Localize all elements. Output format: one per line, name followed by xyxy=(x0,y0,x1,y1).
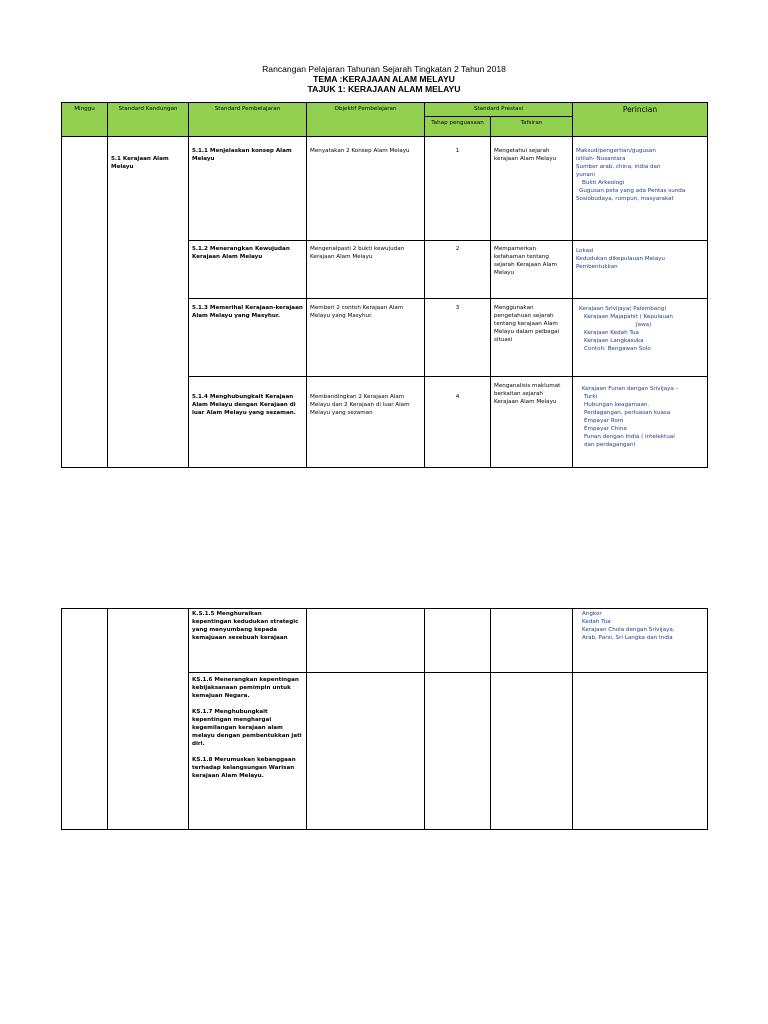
table-row xyxy=(62,609,708,673)
perincian-cell xyxy=(573,609,708,673)
perincian-item: Jawa) xyxy=(636,322,652,328)
sp-paragraph: KS.1.8 Merumuskan kebanggaan terhadap kelangsungan Warisan kerajaan Alam Melayu. xyxy=(192,757,296,779)
lesson-plan-table-continued xyxy=(61,608,708,830)
tafsiran-cell xyxy=(491,609,573,673)
document-title: Rancangan Pelajaran Tahunan Sejarah Tingkatan 2 Tahun 2018 xyxy=(262,64,506,74)
perincian-item: Funan dengan India ( intelektual xyxy=(584,434,675,440)
perincian-item: Pembentukkan xyxy=(576,264,618,270)
perincian-item: Bukti Arkeologi xyxy=(582,180,625,186)
perincian-cell xyxy=(573,673,708,830)
objektif-cell xyxy=(307,377,425,468)
tafsiran-text: Mengetahui sejarah kerajaan Alam Melayu xyxy=(494,148,557,162)
perincian-item: Sosiobudaya, rumpun, masyarakat xyxy=(576,196,674,202)
tafsiran-text: Menganalisis maklumat berkaitan sejarah Kerajaan Alam Melayu xyxy=(494,383,561,405)
tahap-cell xyxy=(425,377,491,468)
objektif-cell xyxy=(307,673,425,830)
tahap-cell xyxy=(425,299,491,377)
perincian-item: Kedah Tua xyxy=(582,619,611,625)
objektif-cell xyxy=(307,299,425,377)
tahap-cell xyxy=(425,609,491,673)
perincian-item: Empayar China xyxy=(584,426,627,432)
perincian-item: Kerajaan Chola dengan Srivijaya, xyxy=(582,627,675,633)
minggu-cell xyxy=(62,137,108,468)
sp-paragraph: KS.1.7 Menghubungkait kepentingan menghargai kegemilangan kerajaan alam melayu dengan pembentukkan jati diri. xyxy=(192,709,302,747)
tafsiran-text: Menggunakan pengetahuan sejarah tentang kerajaan Alam Melayu dalam pelbagai situasi xyxy=(494,305,560,343)
perincian-item: Kerajaan Srivijaya( Palembang) xyxy=(579,306,667,312)
tahap-value: 3 xyxy=(455,305,460,311)
perincian-item: Kerajaan Funan dengan Srivijaya – xyxy=(582,386,679,392)
perincian-item: Angkor xyxy=(582,611,602,617)
perincian-item: Maksud/pengertian/gugusan xyxy=(576,148,656,154)
sp-cell xyxy=(189,609,307,673)
standard-kandungan-text: 5.1 Kerajaan Alam Melayu xyxy=(111,156,169,170)
tafsiran-cell xyxy=(491,673,573,830)
perincian-item: Hubungan keagamaan. xyxy=(584,402,650,408)
perincian-item: Kerajaan Majapahit ( Kepulauan xyxy=(584,314,673,320)
header-perincian: Perincian xyxy=(573,103,708,137)
standard-kandungan-cell xyxy=(108,609,189,830)
sp-cell xyxy=(189,299,307,377)
objektif-text: Mengenalpasti 2 bukti kewujudan Kerajaan Alam Melayu xyxy=(310,246,405,260)
header-tafsiran: Tafsiran xyxy=(491,117,573,137)
minggu-cell xyxy=(62,609,108,830)
tafsiran-cell xyxy=(491,299,573,377)
lesson-plan-table xyxy=(61,102,708,468)
tahap-value: 1 xyxy=(455,148,460,154)
objektif-cell xyxy=(307,241,425,299)
sp-text: 5.1.1 Menjelaskan konsep Alam Melayu xyxy=(192,148,292,162)
sp-text: 5.1.3 Memerihal Kerajaan-kerajaan Alam Melayu yang Masyhur. xyxy=(192,305,303,319)
tahap-value: 2 xyxy=(455,246,460,252)
perincian-cell xyxy=(573,241,708,299)
perincian-item: Perdagangan, perluasan kuasa xyxy=(584,410,671,416)
perincian-item: dan perdagangan) xyxy=(584,442,636,448)
header-tahap-penguasaan: Tahap penguasaan xyxy=(425,117,491,137)
perincian-item: Lokasi xyxy=(576,248,594,254)
document-title-block xyxy=(61,64,707,94)
objektif-cell xyxy=(307,609,425,673)
objektif-text: Memberi 2 contoh Kerajaan Alam Melayu yang Masyhur. xyxy=(310,305,404,319)
perincian-cell xyxy=(573,299,708,377)
topic-line: TAJUK 1: KERAJAAN ALAM MELAYU xyxy=(307,84,461,94)
tafsiran-cell xyxy=(491,137,573,241)
table-row xyxy=(62,137,708,241)
objektif-text: Menyatakan 2 Konsep Alam Melayu xyxy=(310,148,410,154)
tahap-cell xyxy=(425,137,491,241)
perincian-item: Kedudukan dikepulauan Melayu xyxy=(576,256,665,262)
perincian-cell xyxy=(573,137,708,241)
header-objektif-pembelajaran: Objektif Pembelajaran xyxy=(307,103,425,137)
perincian-item: Sumber arab, china, india dan xyxy=(576,164,661,170)
header-standard-prestasi: Standard Prestasi xyxy=(425,103,573,117)
tafsiran-cell xyxy=(491,241,573,299)
tafsiran-cell xyxy=(491,377,573,468)
perincian-item: Turki xyxy=(584,394,598,400)
header-standard-kandungan: Standard Kandungan xyxy=(108,103,189,137)
standard-kandungan-cell xyxy=(108,137,189,468)
perincian-item: Arab, Parsi, Sri Langka dan India xyxy=(582,635,673,641)
tahap-cell xyxy=(425,673,491,830)
sp-text: 5.1.4 Menghubungkait Kerajaan Alam Melayu dengan Kerajaan di luar Alam Melayu yang sezaman. xyxy=(192,394,296,416)
sp-paragraph: KS.1.6 Menerangkan kepentingan kebijaksanaan pemimpin untuk kemajuan Negara. xyxy=(192,677,299,699)
sp-text: 5.1.2 Menerangkan Kewujudan Kerajaan Alam Melayu xyxy=(192,246,290,260)
perincian-item: Empayar Rom xyxy=(584,418,624,424)
tahap-value: 4 xyxy=(455,394,460,400)
perincian-item: yunani xyxy=(576,172,595,178)
tahap-cell xyxy=(425,241,491,299)
perincian-item: Contoh: Bengawan Solo xyxy=(584,346,651,352)
sp-text: K.S.1.5 Menghuraikan kepentingan kedudukan strategic yang menyumbang kepada kemajuaan sesebuah kerajaan xyxy=(192,611,299,641)
objektif-cell xyxy=(307,137,425,241)
header-minggu: Minggu xyxy=(62,103,108,137)
perincian-item: istilah- Nusantara xyxy=(576,156,626,162)
perincian-item: Kerajaan Langkasuka xyxy=(584,338,644,344)
theme-line: TEMA :KERAJAAN ALAM MELAYU xyxy=(313,74,455,84)
sp-cell xyxy=(189,673,307,830)
perincian-item: Kerajaan Kedah Tua xyxy=(584,330,639,336)
header-standard-pembelajaran: Standard Pembelajaran xyxy=(189,103,307,137)
objektif-text: Membandingkan 2 Kerajaan Alam Melayu dan 2 Kerajaan di luar Alam Melayu yang sezaman xyxy=(310,394,410,416)
sp-cell xyxy=(189,137,307,241)
perincian-cell xyxy=(573,377,708,468)
perincian-item: Gugusan peta yang ada Pentas sunda xyxy=(579,188,686,194)
tafsiran-text: Mempamerkan kefahaman tentang sejarah Kerajaan Alam Melayu xyxy=(494,246,557,276)
sp-cell xyxy=(189,241,307,299)
sp-cell xyxy=(189,377,307,468)
